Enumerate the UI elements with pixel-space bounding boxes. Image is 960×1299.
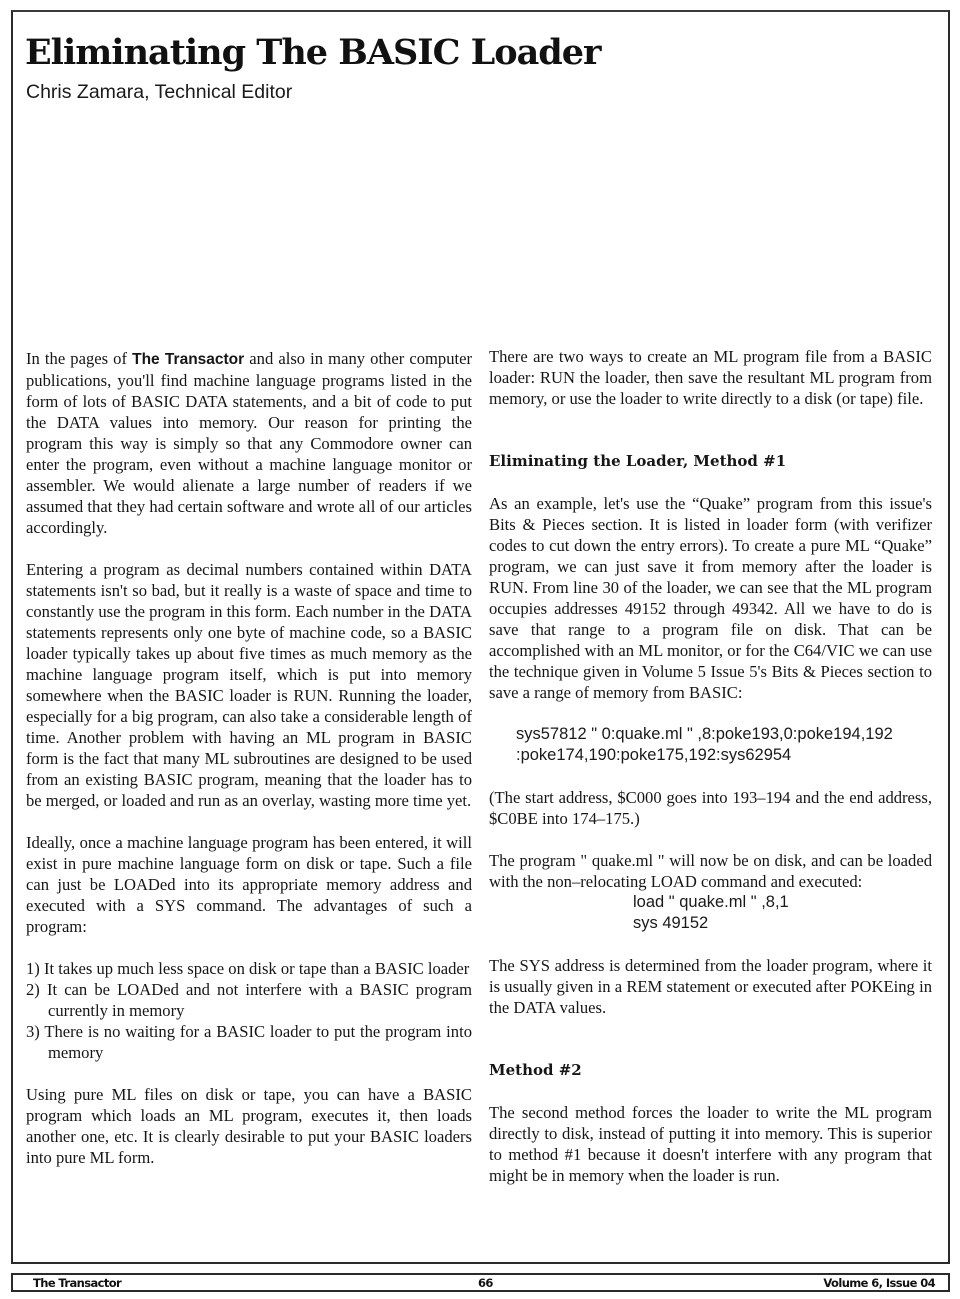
advantage-item: 1) It takes up much less space on disk or tape than a BASIC loader [26, 959, 470, 978]
intro-text-rest: and also in many other computer publications, you'll find machine language programs listed in the form of lots of BASIC DATA statements, and a bit of code to put the DATA values into memory. Our reason for printing the program this way is simply so that any Commodore owner can enter the program, even without a machine language monitor or assembler. We would alienate a large number of readers if we assumed that they had certain software and wrote all of our articles accordingly. [26, 349, 473, 537]
intro-paragraph [26, 348, 472, 538]
advantage-item: 3) There is no waiting for a BASIC loader to put the program into memory [26, 1022, 472, 1062]
code-line: :poke174,190:poke175,192:sys62954 [516, 746, 792, 764]
method-2-heading: Method #2 [489, 1061, 582, 1079]
intro-text-start: In the pages of [26, 349, 133, 368]
ideal-form-paragraph: Ideally, once a machine language program has been entered, it will exist in pure machine language form on disk or tape. Such a file can just be LOADed into its appropriate memory address and executed with a SYS command. The advantages of such a program: [26, 833, 472, 936]
data-statements-paragraph: Entering a program as decimal numbers contained within DATA statements isn't so bad, but it really is a waste of space and time to constantly use the program in this form. Each number in the DATA statements represents only one byte of machine code, so a BASIC loader typically takes up about five times as much memory as the machine language program itself, which is put into memory somewhere when the BASIC loader is RUN. Running the loader, especially for a big program, can also take a considerable length of time. Another problem with having an ML program in BASIC form is the fact that many ML subroutines are designed to be used from an existing BASIC program, meaning that the loader has to be merged, or loaded and run as an overlay, wasting more time yet. [26, 560, 472, 810]
article-title: Eliminating The BASIC Loader [25, 32, 601, 73]
load-command-paragraph: The program " quake.ml " will now be on disk, and can be loaded with the non–relocating LOAD command and executed: [489, 851, 932, 891]
footer-issue: Volume 6, Issue 04 [823, 1276, 935, 1290]
advantages-list [26, 958, 472, 1063]
save-code-block [516, 724, 932, 766]
code-line: load " quake.ml " ,8,1 [633, 893, 789, 911]
advantage-item: 2) It can be LOADed and not interfere with a BASIC program currently in memory [26, 980, 472, 1020]
code-line: sys 49152 [633, 914, 709, 932]
pure-ml-paragraph: Using pure ML files on disk or tape, you can have a BASIC program which loads an ML program, executes it, then loads another one, etc. It is clearly desirable to put your BASIC loaders into pure ML form. [26, 1085, 472, 1167]
right-column [489, 346, 932, 1207]
quake-example-paragraph: As an example, let's use the “Quake” program from this issue's Bits & Pieces section. It is listed in loader form (with verifizer codes to cut down the entry errors). To create a pure ML “Quake” program, we can just save it from memory after the loader is RUN. From line 30 of the loader, we can see that the ML program occupies addresses 49152 through 49342. All we have to do is save that range to a program file on disk. That can be accomplished with an ML monitor, or for the C64/VIC we can use the technique given in Volume 5 Issue 5's Bits & Pieces section to save a range of memory from BASIC: [489, 494, 932, 702]
load-code-block [633, 892, 932, 934]
article-byline: Chris Zamara, Technical Editor [26, 81, 293, 103]
footer-page-number: 66 [478, 1276, 493, 1290]
code-line: sys57812 " 0:quake.ml " ,8:poke193,0:poke194,192 [516, 725, 893, 743]
method-1-heading: Eliminating the Loader, Method #1 [489, 452, 787, 470]
footer-publication: The Transactor [33, 1276, 122, 1290]
method-2-paragraph: The second method forces the loader to write the ML program directly to disk, instead of putting it into memory. This is superior to method #1 because it doesn't interfere with any program that might be in memory when the loader is run. [489, 1103, 932, 1185]
two-ways-paragraph: There are two ways to create an ML program file from a BASIC loader: RUN the loader, then save the resultant ML program from memory, or use the loader to write directly to a disk (or tape) file. [489, 347, 932, 408]
left-column [26, 348, 472, 1189]
address-note-paragraph: (The start address, $C000 goes into 193–194 and the end address, $C0BE into 174–175.) [489, 788, 932, 828]
sys-address-paragraph: The SYS address is determined from the loader program, where it is usually given in a REM statement or executed after POKEing in the DATA values. [489, 956, 932, 1017]
publication-name: The Transactor [132, 351, 245, 368]
